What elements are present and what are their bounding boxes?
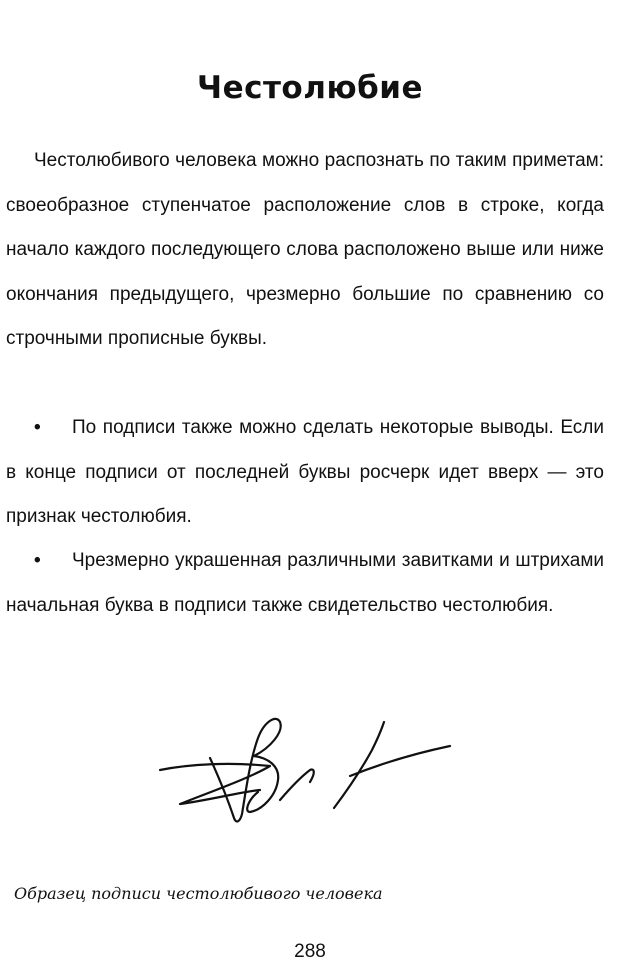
bullet-marker: •	[34, 417, 41, 438]
page-title: Честолюбие	[197, 70, 423, 106]
bullet-item	[6, 406, 604, 540]
bullet-text: Чрезмерно украшенная различными завитками и штрихами начальная буква в подписи также свидетельство честолюбия.	[6, 550, 604, 616]
bullet-marker: •	[34, 550, 41, 571]
page-number: 288	[294, 941, 326, 962]
bullet-text: По подписи также можно сделать некоторые выводы. Если в конце подписи от последней буквы росчерк идет вверх — это признак честолюбия.	[6, 417, 604, 527]
signature-sample-image	[150, 700, 470, 840]
bullet-item	[6, 539, 604, 628]
intro-paragraph: Честолюбивого человека можно распознать по таким приметам: своеобразное ступенчатое расположение слов в строке, когда начало каждого последующего слова расположено выше или ниже окончания предыдущего, чрезмерно большие по сравнению со строчными прописные буквы.	[6, 150, 604, 349]
figure-caption: Образец подписи честолюбивого человека	[14, 884, 383, 903]
